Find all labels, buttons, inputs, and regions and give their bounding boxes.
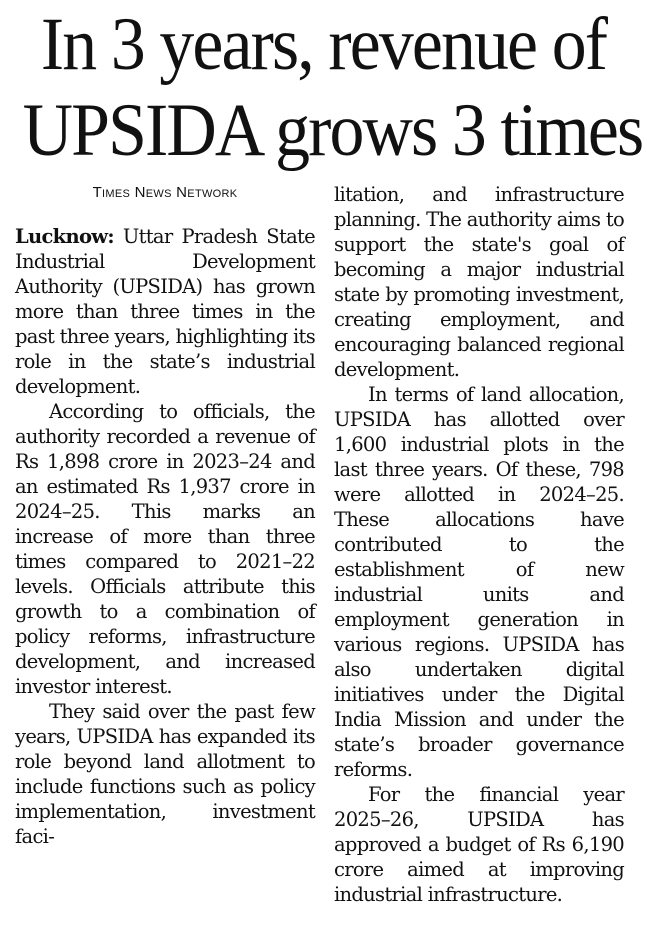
- headline-line-2: UPSIDA grows 3 times: [22, 89, 643, 172]
- article-paragraph: In terms of land allocation, UPSIDA has allotted over 1,600 industrial plots in the last three years. Of these, 798 were allotted in 2024–25. These allocations have contributed to the establishment of new industrial units and employment generation in various regions. UPSIDA has also undertaken digital initiatives under the Digital India Mission and under the state’s broader governance reforms.: [334, 383, 624, 781]
- article-paragraph: [15, 224, 315, 399]
- article-column-right: [334, 182, 624, 907]
- paragraph-text: Uttar Pradesh State Industrial Development Authority (UPSIDA) has grown more than three times in the past three years, highlighting its role in the state’s industrial development.: [15, 225, 315, 398]
- byline: Times News Network: [92, 184, 238, 201]
- headline: [22, 2, 643, 174]
- dateline: Lucknow:: [15, 225, 114, 248]
- article-paragraph: According to officials, the authority recorded a revenue of Rs 1,898 crore in 2023–24 and an estimated Rs 1,937 crore in 2024–25. This marks an increase of more than three times compared to 2021–22 levels. Officials attribute this growth to a combination of policy reforms, infrastructure development, and increased investor interest.: [15, 400, 315, 698]
- article-paragraph: For the financial year 2025–26, UPSIDA has approved a budget of Rs 6,190 crore aimed at improving industrial infrastructure.: [334, 783, 624, 906]
- article-column-left: [15, 180, 315, 849]
- article-paragraph: litation, and infrastructure planning. The authority aims to support the state's goal of becoming a major industrial state by promoting investment, creating employment, and encouraging balanced regional development.: [334, 183, 624, 381]
- article-paragraph: They said over the past few years, UPSIDA has expanded its role beyond land allotment to include functions such as policy implementation, investment faci-: [15, 700, 315, 848]
- headline-line-1: In 3 years, revenue of: [40, 3, 607, 86]
